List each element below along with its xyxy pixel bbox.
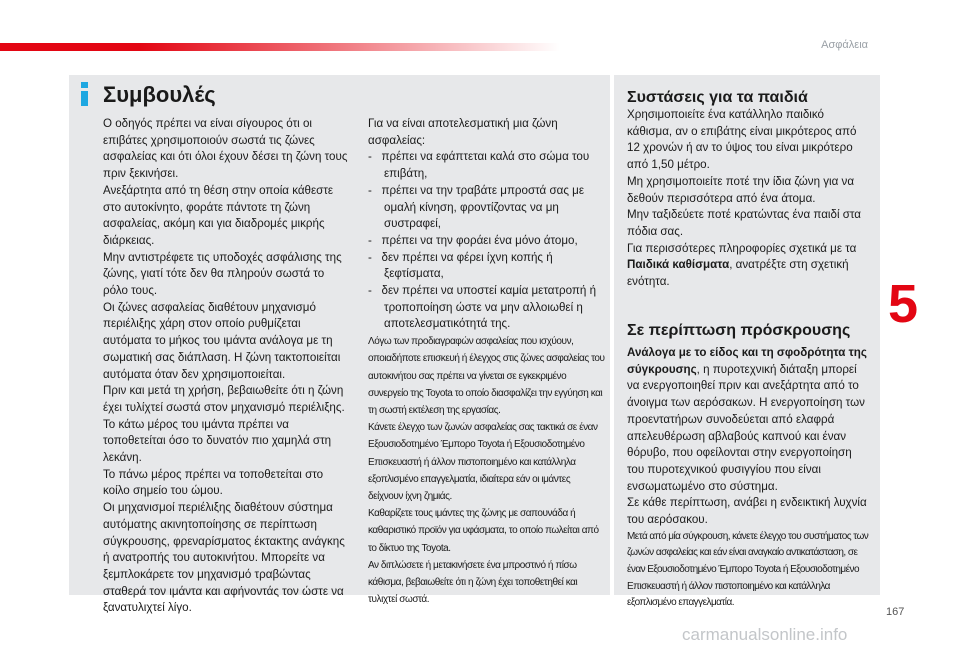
paragraph: Μην ταξιδεύετε ποτέ κρατώντας ένα παιδί στα πόδια σας.: [627, 208, 862, 238]
crash-section: [627, 345, 872, 612]
paragraph: Ανάλογα με το είδος και τη σφοδρότητα της σύγκρουσης, η πυροτεχνική διάταξη μπορεί να ενεργοποιηθεί πριν και ανεξάρτητα από το άνοιγμα των αερόσακων. Η ενεργοποίηση των προεντατήρων συνοδεύεται από ελαφρά απελευθέρωση αβλαβούς καπνού και έναν θόρυβο, που οφείλονται στην ενεργοποίηση του πυροτεχνικού φυσιγγίου που είναι ενσωματωμένο στο σύστημα.: [627, 346, 867, 493]
paragraph: Μην αντιστρέφετε τις υποδοχές ασφάλισης της ζώνης, γιατί τότε δεν θα πληρούν σωστά το ρόλο τους.: [103, 250, 342, 298]
advice-column-2: [368, 116, 605, 608]
column-gutter: [610, 75, 614, 595]
section-title: Ασφάλεια: [821, 39, 868, 51]
chapter-number: 5: [888, 274, 919, 334]
paragraph: Οι μηχανισμοί περιέλιξης διαθέτουν σύστημα αυτόματης ακινητοποίησης σε περίπτωση σύγκρουσης, φρεναρίσματος έκτακτης ανάγκης ή ανατροπής του αυτοκινήτου. Μπορείτε να ξεμπλοκάρετε τον μηχανισμό τραβώντας σταθερά τον ιμάντα και αφήνοντάς τον ώστε να ξανατυλιχτεί λίγο.: [103, 501, 345, 615]
paragraph: Λόγω των προδιαγραφών ασφαλείας που ισχύουν, οποιαδήποτε επισκευή ή έλεγχος στις ζώνες ασφαλείας του αυτοκινήτου σας πρέπει να γίνεται σε εγκεκριμένο συνεργείο της Toyota το οποίο διασφαλίζει την εγγύηση και τη σωστή εκτέλεση της εργασίας.: [368, 336, 605, 416]
paragraph: Αν διπλώσετε ή μετακινήσετε ένα μπροστινό ή πίσω κάθισμα, βεβαιωθείτε ότι η ζώνη έχει τοποθετηθεί και τυλιχτεί σωστά.: [368, 559, 578, 606]
paragraph: Καθαρίζετε τους ιμάντες της ζώνης με σαπουνάδα ή καθαριστικό προϊόν για υφάσματα, το οποίο πωλείται από το δίκτυο της Toyota.: [368, 508, 599, 554]
kids-section: [627, 107, 872, 291]
crash-note: Μετά από μία σύγκρουση, κάνετε έλεγχο του συστήματος των ζωνών ασφαλείας και εάν είναι αναγκαίο αντικατάσταση, σε έναν Εξουσιοδοτημένο Έμπορο Toyota ή Εξουσιοδοτημένο Επισκευαστή ή άλλον πιστοποιημένο και κατάλληλα εξοπλισμένο επαγγελματία.: [627, 530, 869, 609]
list-item: - δεν πρέπει να φέρει ίχνη κοπής ή ξεφτίσματα,: [368, 250, 553, 281]
watermark: carmanualsonline.info: [682, 625, 848, 644]
list-item: - πρέπει να εφάπτεται καλά στο σώμα του επιβάτη,: [368, 150, 590, 181]
crash-heading: Σε περίπτωση πρόσκρουσης: [627, 322, 851, 339]
paragraph: Το πάνω μέρος πρέπει να τοποθετείται στο κοίλο σημείο του ώμου.: [103, 467, 324, 498]
advice-column-1: [103, 116, 351, 617]
paragraph: Για περισσότερες πληροφορίες σχετικά με τα Παιδικά καθίσματα, ανατρέξτε στη σχετική ενότητα.: [627, 241, 857, 289]
paragraph: Μη χρησιμοποιείτε ποτέ την ίδια ζώνη για να δεθούν περισσότερα από ένα άτομα.: [627, 174, 855, 205]
paragraph: Κάνετε έλεγχο των ζωνών ασφαλείας σας τακτικά σε έναν Εξουσιοδοτημένο Έμπορο Toyota ή Εξουσιοδοτημένο Επισκευαστή ή άλλον πιστοποιημένο και κατάλληλα εξοπλισμένο επαγγελματία, ιδιαίτερα εάν οι ιμάντες δείχνουν ίχνη ζημιάς.: [368, 422, 598, 502]
paragraph: Ανεξάρτητα από τη θέση στην οποία κάθεστε στο αυτοκίνητο, φοράτε πάντοτε τη ζώνη ασφαλείας, ακόμη και για διαδρομές μικρής διάρκειας.: [103, 183, 334, 247]
paragraph: Για να είναι αποτελεσματική μια ζώνη ασφαλείας:: [368, 117, 558, 147]
kids-heading: Συστάσεις για τα παιδιά: [627, 89, 808, 106]
info-icon: [78, 82, 92, 106]
advice-heading: Συμβουλές: [103, 82, 216, 107]
list-item: - πρέπει να την φοράει ένα μόνο άτομο,: [368, 233, 578, 247]
maintenance-notes: [368, 333, 605, 608]
paragraph: Πριν και μετά τη χρήση, βεβαιωθείτε ότι η ζώνη έχει τυλίχτεί σωστά στον μηχανισμό περιέλιξης.: [103, 384, 345, 414]
paragraph: Το κάτω μέρος του ιμάντα πρέπει να τοποθετείται όσο το δυνατόν πιο χαμηλά στη λεκάνη.: [103, 417, 332, 465]
paragraph: Χρησιμοποιείτε ένα κατάλληλο παιδικό κάθισμα, αν ο επιβάτης είναι μικρότερος από 12 χρονών ή αν το ύψος του είναι μικρότερο από 1,50 μέτρο.: [627, 108, 857, 172]
header-accent-bar: [0, 43, 560, 51]
list-item: - πρέπει να την τραβάτε μπροστά σας με ομαλή κίνηση, φροντίζοντας να μη συστραφεί,: [368, 183, 584, 231]
page-number: 167: [886, 606, 905, 618]
paragraph: Ο οδηγός πρέπει να είναι σίγουρος ότι οι επιβάτες χρησιμοποιούν σωστά τις ζώνες ασφαλείας και ότι όλοι έχουν δέσει τη ζώνη τους πριν ξεκινήσει.: [103, 117, 348, 181]
list-item: - δεν πρέπει να υποστεί καμία μετατροπή ή τροποποίηση ώστε να μην αλλοιωθεί η αποτελεσματικότητά της.: [368, 284, 597, 331]
paragraph: Σε κάθε περίπτωση, ανάβει η ενδεικτική λυχνία του αερόσακου.: [627, 496, 867, 527]
paragraph: Οι ζώνες ασφαλείας διαθέτουν μηχανισμό περιέλιξης χάρη στον οποίο ρυθμίζεται αυτόματα το μήκος του ιμάντα ανάλογα με τη σωματική σας διάπλαση. Η ζώνη τακτοποιείται αυτόματα όταν δεν χρησιμοποιείται.: [103, 300, 341, 381]
